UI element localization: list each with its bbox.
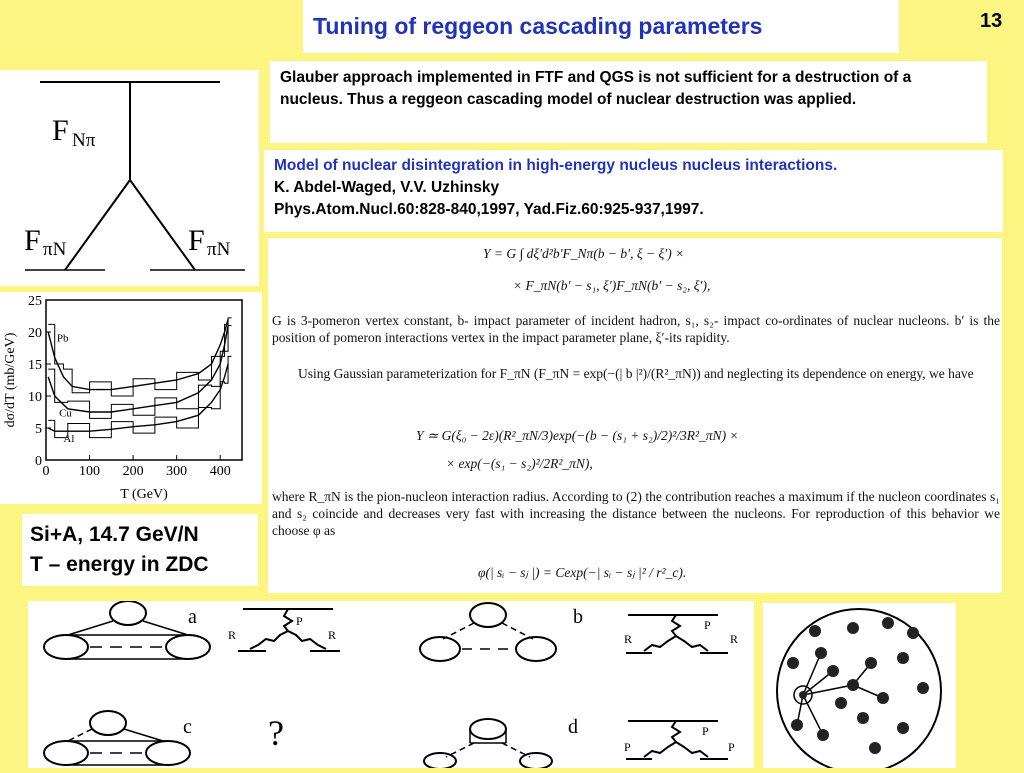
panel-a-P: P [296,614,303,628]
vertex-left-sub: πN [43,239,67,260]
x-tick-label: 0 [42,464,50,479]
caption-line-2: T – energy in ZDC [30,553,209,576]
panel-d-P-left: P [624,740,631,754]
nucleus-cascade-picture [763,603,956,768]
chart-annotation-Cu: Cu [59,407,72,420]
reference-box [264,150,1003,232]
chart-annotation-Pb: Pb [56,332,69,345]
paper-excerpt [268,238,1002,593]
y-tick-label: 10 [28,390,42,405]
series-line-Al [48,364,228,431]
intro-text-box [270,61,987,143]
reference-authors: K. Abdel-Waged, V.V. Uzhinsky [274,179,500,196]
equation-1-line-1: Y = G ∫ dξ′d²b′F_Nπ(b − b′, ξ − ξ′) × [483,246,685,261]
panel-label-d: d [568,716,578,738]
panel-b-P: P [704,618,711,632]
x-axis-label: T (GeV) [120,487,168,502]
reference-journal: Phys.Atom.Nucl.60:828-840,1997, Yad.Fiz.60:925-937,1997. [274,201,704,218]
chart-frame [46,300,242,460]
panel-b-R1: R [624,632,633,646]
y-tick-label: 20 [28,326,42,341]
panel-d-P-right: P [728,740,735,754]
question-mark: ? [268,713,284,753]
caption-line-1: Si+A, 14.7 GeV/N [30,523,199,546]
y-tick-label: 15 [28,358,42,373]
reggeon-diagrams-panel [28,601,754,768]
series-histogram-Cu [48,318,231,418]
y-axis-label: dσ/dT (mb/GeV) [3,332,18,428]
equation-1-line-2: × F_πN(b′ − s₁, ξ′)F_πN(b′ − s₂, ξ′), [513,278,711,293]
panel-a-R1: R [228,628,237,642]
x-tick-label: 100 [79,464,101,479]
reference-title: Model of nuclear disintegration in high-energy nucleus nucleus interactions. [274,157,838,174]
equation-2-line-2: × exp(−(s₁ − s₂)²/2R²_πN), [446,456,593,471]
panel-a-R2: R [328,628,337,642]
equation-2-line-1: Y ≃ G(ξ₀ − 2ε)(R²_πN/3)exp(−(b − (s₁ + s₂)/2)²/3R²_πN) × [416,428,739,443]
x-tick-label: 200 [122,464,144,479]
panel-label-b: b [573,606,583,628]
vertex-diagram [0,70,259,286]
y-tick-label: 0 [35,454,42,469]
x-tick-label: 300 [166,464,188,479]
intro-text: Glauber approach implemented in FTF and QGS is not sufficient for a destruction of a nucleus. Thus a reggeon cascading model of nuclear destruction was applied. [280,69,912,108]
vertex-left-label: F [24,224,41,257]
paragraph-1: G is 3-pomeron vertex constant, b- impact parameter of incident hadron, s₁, s₂- impact co-ordinates of nuclear nucleons. b′ is the position of pomeron interactions vertex in the impact parameter plane, ξ′-its rapidity. [272,313,1000,345]
paragraph-3: where R_πN is the pion-nucleon interaction radius. According to (2) the contribution reaches a maximum if the nucleon coordinates s₁ and s₂ coincide and decreases very fast with increasing the distance between the nucleons. For reproduction of this behavior we choose φ as [272,489,1000,538]
reggeon-diagrams-svg [28,601,754,768]
y-tick-label: 5 [35,422,42,437]
panel-d-P-top: P [702,724,709,738]
paragraph-2: Using Gaussian parameterization for F_πN (F_πN = exp(−(| b |²)/(R²_πN)) and neglecting its dependence on energy, we have [298,366,974,381]
panel-label-c: c [183,716,192,738]
slide-title: Tuning of reggeon cascading parameters [303,0,899,53]
series-line-Cu [48,326,228,412]
x-tick-label: 400 [209,464,231,479]
vertex-top-label: F [52,114,69,147]
vertex-right-sub: πN [207,239,231,260]
y-tick-label: 25 [28,294,42,309]
equation-3: φ(| sᵢ − sⱼ |) = Cexp(−| sᵢ − sⱼ |² / r²_c). [478,565,687,580]
vertex-top-sub: Nπ [72,130,96,151]
page-number: 13 [980,10,1003,32]
vertex-right-label: F [188,224,205,257]
zdc-spectrum-chart [0,292,262,504]
series-histogram-Al [48,356,231,437]
caption-box [22,514,258,586]
panel-label-a: a [188,606,197,628]
panel-b-R2: R [730,632,739,646]
chart-annotation-Al: Al [63,433,75,446]
